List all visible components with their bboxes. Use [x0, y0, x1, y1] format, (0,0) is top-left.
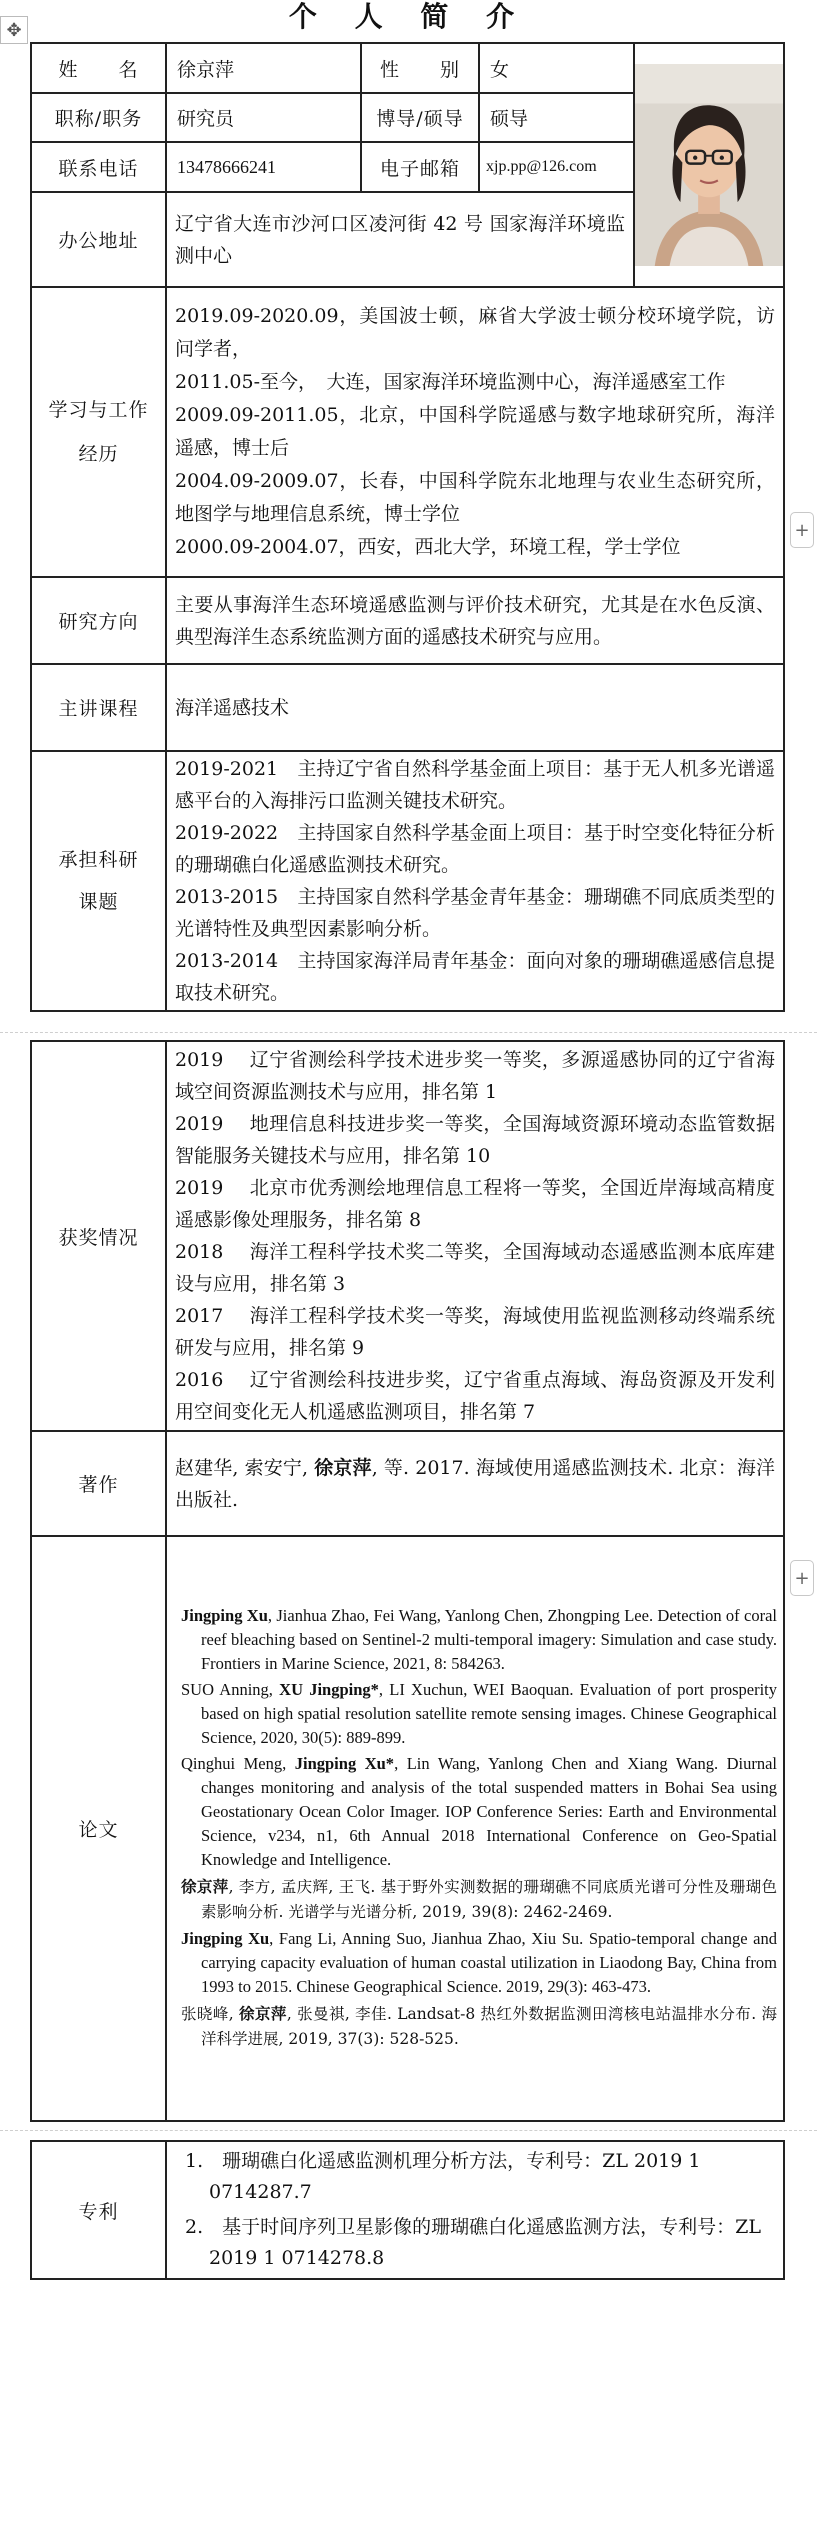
paper-author: 徐京萍 [181, 1876, 229, 1896]
project-item: 2019-2021 主持辽宁省自然科学基金面上项目：基于无人机多光谱遥感平台的入海排污口监测关键技术研究。 [175, 758, 775, 812]
paper-author: Jingping Xu* [294, 1753, 395, 1773]
works-highlight-author: 徐京萍 [314, 1456, 372, 1479]
projects-list [166, 751, 784, 1011]
paper-item [177, 1927, 777, 1999]
paper-item [177, 2001, 777, 2052]
award-item: 2017 海洋工程科学技术奖一等奖，海域使用监视监测移动终端系统研发与应用，排名第 9 [175, 1305, 775, 1359]
project-item: 2013-2014 主持国家海洋局青年基金：面向对象的珊瑚礁遥感信息提取技术研究。 [175, 950, 775, 1004]
research-text: 主要从事海洋生态环境遥感监测与评价技术研究，尤其是在水色反演、典型海洋生态系统监测方面的遥感技术研究与应用。 [166, 577, 784, 664]
phone-label: 联系电话 [31, 142, 166, 192]
paper-item [177, 1604, 777, 1676]
page-break [0, 2130, 817, 2131]
paper-pre: Qinghui Meng, [181, 1753, 295, 1773]
education-list [166, 287, 784, 577]
education-item: 2019.09-2020.09，美国波士顿，麻省大学波士顿分校环境学院，访问学者， [175, 305, 775, 360]
works-label: 著作 [31, 1431, 166, 1536]
award-item: 2019 北京市优秀测绘地理信息工程将一等奖，全国近岸海域高精度遥感影像处理服务，排名第 8 [175, 1177, 775, 1231]
achievements-table [30, 1040, 785, 2122]
education-item: 2011.05-至今， 大连，国家海洋环境监测中心，海洋遥感室工作 [175, 371, 726, 393]
courses-label: 主讲课程 [31, 664, 166, 751]
awards-label: 获奖情况 [31, 1041, 166, 1431]
paper-rest: , 李方, 孟庆辉, 王飞. 基于野外实测数据的珊瑚礁不同底质光谱可分性及珊瑚色素影响分析. 光谱学与光谱分析, 2019, 39(8): 2462-2469. [201, 1877, 777, 1921]
works-rest: , 等. 2017. 海域使用遥感监测技术. 北京：海洋出版社. [175, 1456, 775, 1511]
table-move-handle[interactable]: ✥ [0, 16, 28, 44]
address-label: 办公地址 [31, 192, 166, 287]
education-item: 2009.09-2011.05，北京，中国科学院遥感与数字地球研究所，海洋遥感，博士后 [175, 404, 775, 459]
advisor-value: 硕导 [479, 93, 634, 142]
paper-rest: , Fang Li, Anning Suo, Jianhua Zhao, Xiu Su. Spatio-temporal change and carrying capacity evaluation of human coastal utilization in Liaodong Bay, China from 1993 to 2015. Chinese Geographical Science. 2019, 29(3): 463-473. [201, 1928, 777, 1996]
works-text [166, 1431, 784, 1536]
page-break [0, 1032, 817, 1033]
email-value[interactable]: xjp.pp@126.com [479, 142, 634, 192]
page-title: 个 人 简 介 [288, 0, 529, 33]
education-label: 学习与工作经历 [31, 287, 166, 577]
paper-author: 徐京萍 [239, 2003, 287, 2023]
paper-rest: , LI Xuchun, WEI Baoquan. Evaluation of port prosperity based on high spatial resolution satellite remote sensing images. Chinese Geographical Science, 2020, 30(5): 889-899. [201, 1679, 777, 1747]
papers-label: 论文 [31, 1536, 166, 2121]
award-item: 2019 地理信息科技进步奖一等奖，全国海域资源环境动态监管数据智能服务关键技术与应用，排名第 10 [175, 1113, 775, 1167]
education-item: 2004.09-2009.07，长春，中国科学院东北地理与农业生态研究所，地图学与地理信息系统，博士学位 [175, 470, 775, 525]
award-item: 2018 海洋工程科学技术奖二等奖，全国海域动态遥感监测本底库建设与应用，排名第 3 [175, 1241, 775, 1295]
paper-item [177, 1752, 777, 1872]
name-value: 徐京萍 [166, 43, 361, 93]
gender-value: 女 [479, 43, 634, 93]
email-label: 电子邮箱 [361, 142, 479, 192]
project-item: 2013-2015 主持国家自然科学基金青年基金：珊瑚礁不同底质类型的光谱特性及典型因素影响分析。 [175, 886, 775, 940]
portrait-image [635, 64, 783, 266]
courses-text: 海洋遥感技术 [166, 664, 784, 751]
paper-item [177, 1874, 777, 1925]
patent-item: 2. 基于时间序列卫星影像的珊瑚礁白化遥感监测方法，专利号：ZL 2019 1 0714278.8 [185, 2216, 761, 2269]
add-row-button[interactable]: + [790, 1560, 814, 1596]
advisor-label: 博导/硕导 [361, 93, 479, 142]
title-value: 研究员 [166, 93, 361, 142]
paper-author: Jingping Xu [181, 1605, 268, 1625]
works-authors: 赵建华, 索安宁, [175, 1456, 315, 1479]
research-label: 研究方向 [31, 577, 166, 664]
education-item: 2000.09-2004.07，西安，西北大学，环境工程，学士学位 [175, 536, 681, 558]
award-item: 2019 辽宁省测绘科学技术进步奖一等奖，多源遥感协同的辽宁省海域空间资源监测技术与应用，排名第 1 [175, 1049, 775, 1103]
paper-item [177, 1678, 777, 1750]
papers-list [166, 1536, 784, 2121]
patents-label: 专利 [31, 2141, 166, 2279]
profile-table [30, 42, 785, 1012]
title-label: 职称/职务 [31, 93, 166, 142]
paper-author: XU Jingping* [279, 1679, 379, 1699]
award-item: 2016 辽宁省测绘科技进步奖，辽宁省重点海域、海岛资源及开发利用空间变化无人机遥感监测项目，排名第 7 [175, 1369, 775, 1423]
add-row-button[interactable]: + [790, 512, 814, 548]
name-label: 姓 名 [31, 43, 166, 93]
address-value: 辽宁省大连市沙河口区凌河街 42 号 国家海洋环境监测中心 [166, 192, 634, 287]
gender-label: 性 别 [361, 43, 479, 93]
paper-pre: 张晓峰, [181, 2004, 240, 2023]
awards-list [166, 1041, 784, 1431]
patent-item: 1. 珊瑚礁白化遥感监测机理分析方法，专利号：ZL 2019 1 0714287.7 [185, 2150, 701, 2203]
patents-list [166, 2141, 784, 2279]
paper-rest: , 张曼祺, 李佳. Landsat-8 热红外数据监测田湾核电站温排水分布. 海洋科学进展, 2019, 37(3): 528-525. [201, 2004, 777, 2048]
paper-rest: , Lin Wang, Yanlong Chen and Xiang Wang. Diurnal changes monitoring and analysis of the total suspended matters in Bohai Sea using Geostationary Ocean Color Imager. IOP Conference Series: Earth and Environmental Science, v234, n1, 6th Annual 2018 International Conference on Geo-Spatial Knowledge and Intelligence. [201, 1753, 777, 1869]
paper-rest: , Jianhua Zhao, Fei Wang, Yanlong Chen, Zhongping Lee. Detection of coral reef bleaching based on Sentinel-2 multi-temporal imagery: Simulation and case study. Frontiers in Marine Science, 2021, 8: 584263. [201, 1605, 777, 1673]
projects-label: 承担科研课题 [31, 751, 166, 1011]
project-item: 2019-2022 主持国家自然科学基金面上项目：基于时空变化特征分析的珊瑚礁白化遥感监测技术研究。 [175, 822, 775, 876]
paper-pre: SUO Anning, [181, 1679, 280, 1699]
paper-author: Jingping Xu [181, 1928, 270, 1948]
phone-value: 13478666241 [166, 142, 361, 192]
portrait-photo [634, 43, 784, 287]
patents-table [30, 2140, 785, 2280]
